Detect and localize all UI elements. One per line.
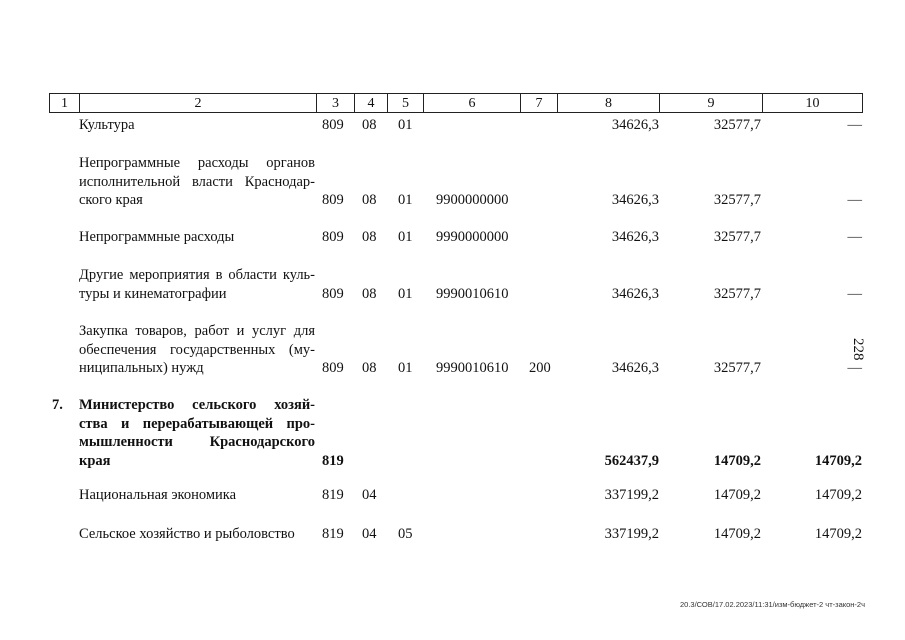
col-subsection: 01 — [398, 285, 413, 302]
row-name-line: обеспечения государственных (му- — [79, 341, 315, 358]
header-col-2: 2 — [80, 94, 317, 112]
col-section: 08 — [362, 360, 377, 376]
header-col-7: 7 — [521, 94, 558, 112]
col-amount-10: — — [847, 117, 862, 133]
col-section: 08 — [362, 192, 377, 208]
header-col-1: 1 — [50, 94, 80, 112]
col-amount-10: 14709,2 — [814, 526, 862, 542]
col-amount-8: 562437,9 — [604, 452, 659, 469]
col-admin-code: 819 — [322, 526, 344, 542]
header-col-8: 8 — [558, 94, 660, 112]
col-amount-10: — — [847, 285, 862, 302]
header-col-4: 4 — [355, 94, 388, 112]
header-col-9: 9 — [660, 94, 763, 112]
col-subsection: 01 — [398, 192, 413, 208]
row-number: 7. — [52, 397, 63, 413]
col-amount-10: 14709,2 — [814, 487, 862, 503]
row-name — [79, 486, 315, 505]
col-subsection: 01 — [398, 117, 413, 133]
col-admin-code: 809 — [322, 192, 344, 208]
row-name-line: Культура — [79, 117, 135, 133]
row-name-line: Сельское хозяйство и рыболовство — [79, 526, 295, 542]
row-name — [79, 154, 315, 210]
col-amount-8: 337199,2 — [604, 487, 659, 503]
col-target-article: 9990010610 — [436, 285, 509, 302]
table-header — [49, 93, 863, 113]
col-admin-code: 809 — [322, 117, 344, 133]
col-section: 04 — [362, 487, 377, 503]
header-col-6: 6 — [424, 94, 521, 112]
col-amount-9: 14709,2 — [713, 526, 761, 542]
col-amount-9: 14709,2 — [713, 452, 761, 469]
row-name — [79, 322, 315, 378]
col-amount-10: — — [847, 229, 862, 245]
row-name — [79, 266, 315, 303]
row-name — [79, 396, 315, 470]
col-amount-8: 34626,3 — [611, 285, 659, 302]
row-name-line: исполнительной власти Краснодар- — [79, 173, 315, 190]
row-name-line: ниципальных) нужд — [79, 360, 204, 376]
header-col-5: 5 — [388, 94, 424, 112]
row-name-line: Закупка товаров, работ и услуг для — [79, 323, 315, 339]
col-expense-type: 200 — [529, 360, 551, 376]
row-name — [79, 525, 315, 544]
row-name-line: ского края — [79, 192, 143, 208]
row-name-line: Министерство сельского хозяй- — [79, 397, 315, 413]
col-section: 08 — [362, 285, 377, 302]
col-amount-8: 34626,3 — [611, 360, 659, 376]
row-name-line: Другие мероприятия в области куль- — [79, 267, 315, 283]
col-section: 08 — [362, 117, 377, 133]
row-name — [79, 228, 315, 247]
col-admin-code: 809 — [322, 229, 344, 245]
page-number: 228 — [850, 338, 866, 361]
col-amount-9: 32577,7 — [713, 229, 761, 245]
row-name-line: мышленности Краснодарского — [79, 434, 315, 450]
col-amount-9: 14709,2 — [713, 487, 761, 503]
col-section: 08 — [362, 229, 377, 245]
col-amount-10: — — [847, 360, 862, 376]
row-name-line: края — [79, 452, 111, 469]
header-col-10: 10 — [805, 96, 820, 111]
col-target-article: 9900000000 — [436, 192, 509, 208]
col-amount-10: 14709,2 — [814, 452, 862, 469]
col-subsection: 01 — [398, 229, 413, 245]
col-amount-8: 34626,3 — [611, 117, 659, 133]
col-amount-9: 32577,7 — [713, 117, 761, 133]
row-name-line: ства и перерабатывающей про- — [79, 415, 315, 432]
col-admin-code: 809 — [322, 360, 344, 376]
row-name — [79, 116, 315, 135]
col-section: 04 — [362, 526, 377, 542]
col-subsection: 01 — [398, 360, 413, 376]
col-amount-9: 32577,7 — [713, 285, 761, 302]
row-name-line: Непрограммные расходы органов — [79, 155, 315, 171]
col-amount-8: 34626,3 — [611, 229, 659, 245]
col-amount-8: 34626,3 — [611, 192, 659, 208]
col-admin-code: 819 — [322, 487, 344, 503]
col-target-article: 9990010610 — [436, 360, 509, 376]
row-name-line: Национальная экономика — [79, 487, 237, 503]
footer-stamp: 20.3/СОВ/17.02.2023/11:31/изм-бюджет-2 чт-закон-2ч — [680, 600, 866, 609]
col-amount-9: 32577,7 — [713, 360, 761, 376]
col-amount-9: 32577,7 — [713, 192, 761, 208]
col-amount-10: — — [847, 192, 862, 208]
header-col-3: 3 — [317, 94, 355, 112]
row-name-line: туры и кинематографии — [79, 285, 227, 302]
col-target-article: 9990000000 — [436, 229, 509, 245]
col-admin-code: 809 — [322, 285, 344, 302]
col-amount-8: 337199,2 — [604, 526, 659, 542]
col-subsection: 05 — [398, 526, 413, 542]
row-name-line: Непрограммные расходы — [79, 229, 235, 245]
col-admin-code: 819 — [322, 452, 344, 469]
